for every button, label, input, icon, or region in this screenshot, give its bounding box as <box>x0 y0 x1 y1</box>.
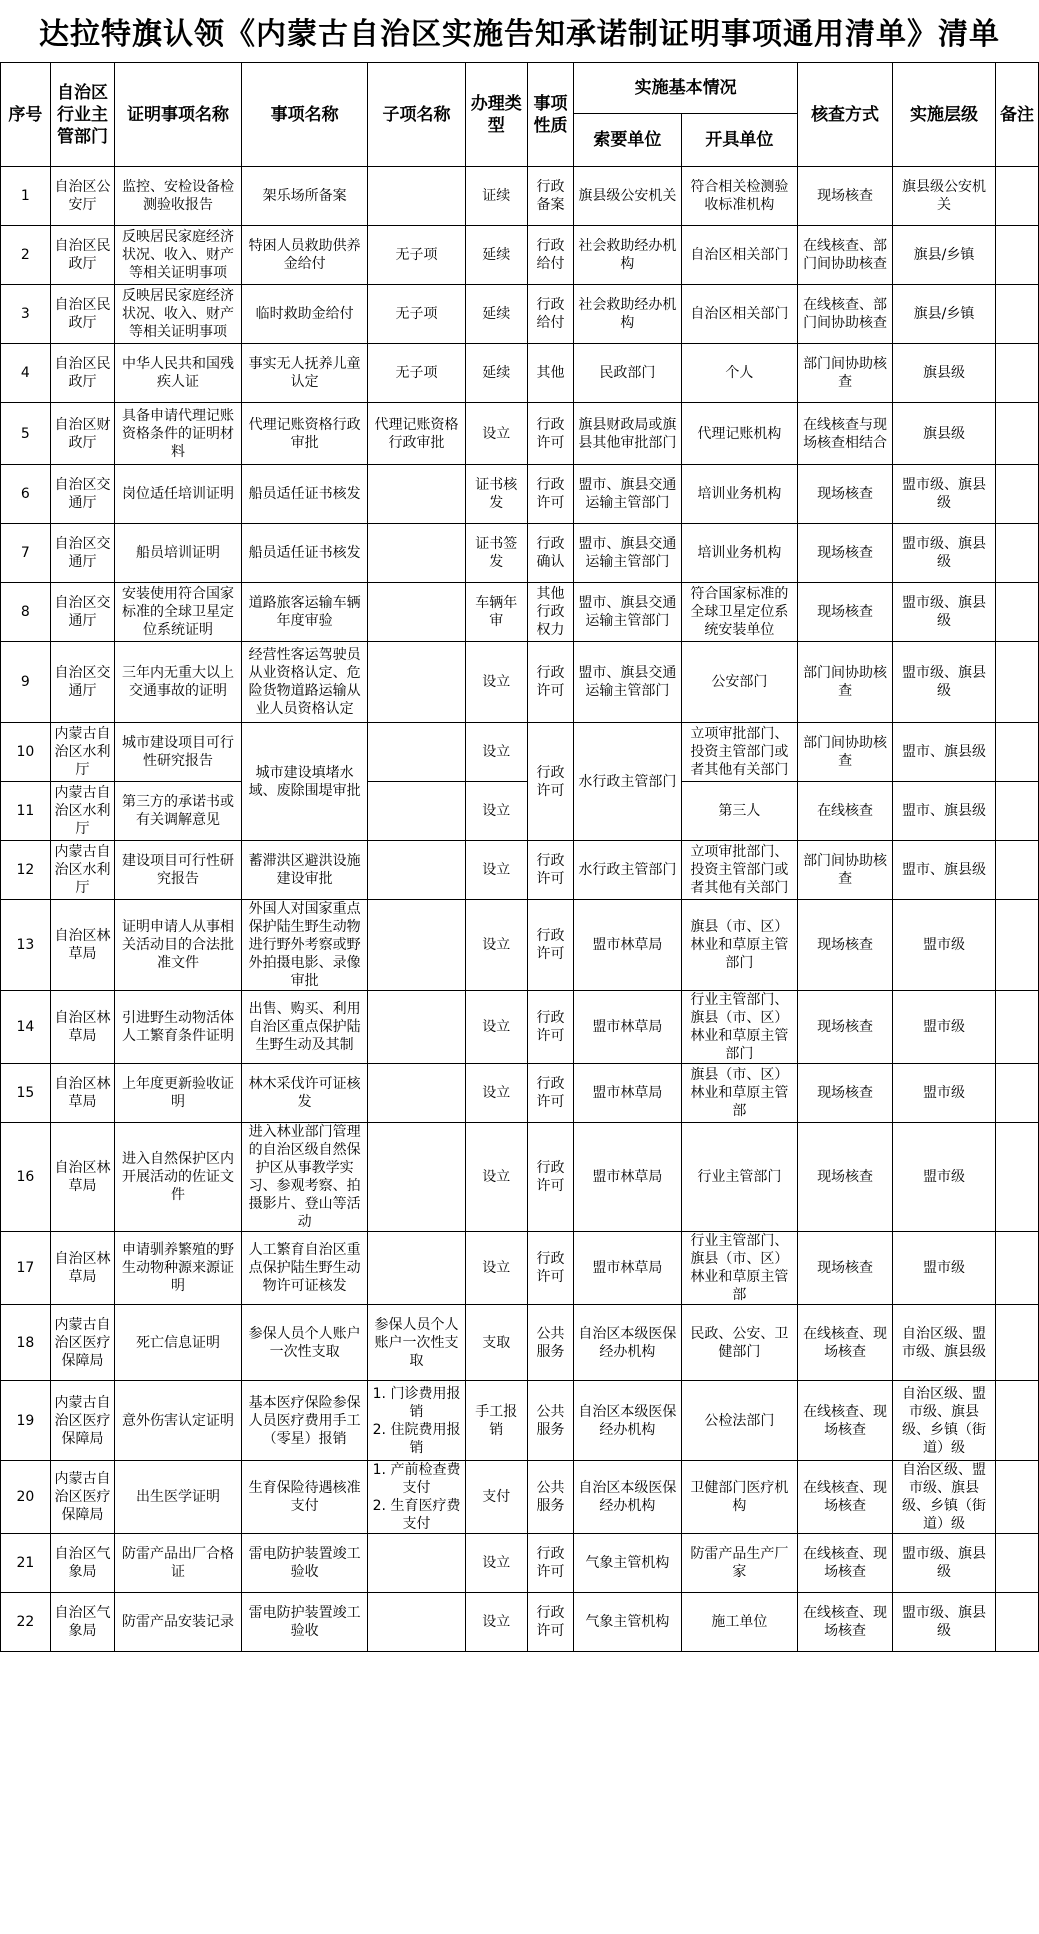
cell-dept: 自治区交通厅 <box>50 583 114 642</box>
cell-nature: 行政许可 <box>527 1232 573 1305</box>
cell-sub <box>368 841 465 900</box>
cell-seq: 15 <box>1 1064 51 1123</box>
table-row <box>1 1305 1039 1381</box>
cell-level: 盟市级 <box>893 1064 996 1123</box>
cell-req: 盟市林草局 <box>574 1123 681 1232</box>
cell-dept: 自治区民政厅 <box>50 226 114 285</box>
cell-dept: 自治区民政厅 <box>50 285 114 344</box>
cell-level: 盟市级、旗县级 <box>893 642 996 723</box>
cell-sub <box>368 1534 465 1593</box>
cell-req: 自治区本级医保经办机构 <box>574 1305 681 1381</box>
cell-note <box>995 583 1038 642</box>
cell-proof: 城市建设项目可行性研究报告 <box>115 723 242 782</box>
cell-verify: 在线核查、现场核查 <box>798 1534 893 1593</box>
cell-level: 自治区级、盟市级、旗县级、乡镇（街道）级 <box>893 1461 996 1534</box>
cell-type: 支取 <box>465 1305 527 1381</box>
cell-proof: 意外伤害认定证明 <box>115 1381 242 1461</box>
cell-req: 盟市、旗县交通运输主管部门 <box>574 524 681 583</box>
table-row <box>1 900 1039 991</box>
cell-dept: 自治区气象局 <box>50 1593 114 1652</box>
cell-dept: 自治区交通厅 <box>50 642 114 723</box>
cell-seq: 1 <box>1 167 51 226</box>
cell-sub: 无子项 <box>368 226 465 285</box>
cell-item: 外国人对国家重点保护陆生野生动物进行野外考察或野外拍摄电影、录像审批 <box>241 900 368 991</box>
cell-type: 证续 <box>465 167 527 226</box>
cell-verify: 现场核查 <box>798 465 893 524</box>
cell-proof: 岗位适任培训证明 <box>115 465 242 524</box>
cell-level: 旗县/乡镇 <box>893 226 996 285</box>
cell-note <box>995 841 1038 900</box>
cell-nature: 行政许可 <box>527 1534 573 1593</box>
cell-level: 盟市级 <box>893 900 996 991</box>
header-issue: 开具单位 <box>681 114 797 167</box>
table-row <box>1 642 1039 723</box>
cell-sub <box>368 723 465 782</box>
cell-note <box>995 1123 1038 1232</box>
cell-sub: 1. 产前检查费支付 2. 生育医疗费支付 <box>368 1461 465 1534</box>
cell-item: 基本医疗保险参保人员医疗费用手工（零星）报销 <box>241 1381 368 1461</box>
cell-type: 延续 <box>465 344 527 403</box>
cell-req: 社会救助经办机构 <box>574 285 681 344</box>
table-row <box>1 285 1039 344</box>
cell-type: 设立 <box>465 1123 527 1232</box>
cell-nature: 行政许可 <box>527 841 573 900</box>
cell-issue: 民政、公安、卫健部门 <box>681 1305 797 1381</box>
header-seq: 序号 <box>1 63 51 167</box>
table-row <box>1 403 1039 465</box>
cell-sub <box>368 167 465 226</box>
table-row <box>1 1381 1039 1461</box>
cell-dept: 自治区公安厅 <box>50 167 114 226</box>
cell-item: 进入林业部门管理的自治区级自然保护区从事教学实习、参观考察、拍摄影片、登山等活动 <box>241 1123 368 1232</box>
cell-seq: 14 <box>1 991 51 1064</box>
cell-issue: 培训业务机构 <box>681 524 797 583</box>
cell-verify: 部门间协助核查 <box>798 723 893 782</box>
header-verify: 核查方式 <box>798 63 893 167</box>
table-row <box>1 841 1039 900</box>
header-proof: 证明事项名称 <box>115 63 242 167</box>
table-row <box>1 1123 1039 1232</box>
cell-type: 设立 <box>465 1064 527 1123</box>
table-row <box>1 782 1039 841</box>
cell-verify: 在线核查、现场核查 <box>798 1593 893 1652</box>
cell-seq: 2 <box>1 226 51 285</box>
cell-issue: 立项审批部门、投资主管部门或者其他有关部门 <box>681 841 797 900</box>
cell-issue: 行业主管部门 <box>681 1123 797 1232</box>
cell-verify: 在线核查、部门间协助核查 <box>798 285 893 344</box>
cell-req: 盟市林草局 <box>574 1064 681 1123</box>
cell-sub: 无子项 <box>368 285 465 344</box>
header-dept: 自治区行业主管部门 <box>50 63 114 167</box>
cell-verify: 在线核查 <box>798 782 893 841</box>
cell-verify: 在线核查、部门间协助核查 <box>798 226 893 285</box>
cell-note <box>995 642 1038 723</box>
cell-verify: 在线核查、现场核查 <box>798 1305 893 1381</box>
cell-issue: 公检法部门 <box>681 1381 797 1461</box>
cell-sub <box>368 782 465 841</box>
cell-level: 盟市级 <box>893 1123 996 1232</box>
cell-sub <box>368 642 465 723</box>
table-row <box>1 723 1039 782</box>
cell-req: 盟市林草局 <box>574 991 681 1064</box>
cell-verify: 在线核查、现场核查 <box>798 1461 893 1534</box>
cell-type: 设立 <box>465 642 527 723</box>
cell-item: 事实无人抚养儿童认定 <box>241 344 368 403</box>
cell-verify: 现场核查 <box>798 900 893 991</box>
cell-verify: 现场核查 <box>798 524 893 583</box>
cell-note <box>995 1593 1038 1652</box>
cell-sub <box>368 465 465 524</box>
cell-seq: 13 <box>1 900 51 991</box>
cell-item: 人工繁育自治区重点保护陆生野生动物许可证核发 <box>241 1232 368 1305</box>
table-row <box>1 1232 1039 1305</box>
cell-dept: 内蒙古自治区医疗保障局 <box>50 1305 114 1381</box>
cell-seq: 10 <box>1 723 51 782</box>
cell-type: 设立 <box>465 900 527 991</box>
cell-dept: 自治区交通厅 <box>50 524 114 583</box>
cell-level: 自治区级、盟市级、旗县级 <box>893 1305 996 1381</box>
cell-type: 证书签发 <box>465 524 527 583</box>
header-type: 办理类型 <box>465 63 527 167</box>
cell-proof: 三年内无重大以上交通事故的证明 <box>115 642 242 723</box>
cell-req: 社会救助经办机构 <box>574 226 681 285</box>
cell-proof: 具备申请代理记账资格条件的证明材料 <box>115 403 242 465</box>
cell-item: 船员适任证书核发 <box>241 465 368 524</box>
cell-type: 设立 <box>465 991 527 1064</box>
cell-sub <box>368 1123 465 1232</box>
table-row <box>1 1593 1039 1652</box>
cell-sub <box>368 900 465 991</box>
cell-seq: 17 <box>1 1232 51 1305</box>
cell-nature: 公共服务 <box>527 1461 573 1534</box>
cell-issue: 行业主管部门、旗县（市、区）林业和草原主管部 <box>681 1232 797 1305</box>
cell-proof: 上年度更新验收证明 <box>115 1064 242 1123</box>
cell-nature: 行政确认 <box>527 524 573 583</box>
cell-seq: 22 <box>1 1593 51 1652</box>
cell-sub <box>368 991 465 1064</box>
cell-verify: 现场核查 <box>798 1232 893 1305</box>
cell-issue: 旗县（市、区）林业和草原主管部 <box>681 1064 797 1123</box>
cell-issue: 符合国家标准的全球卫星定位系统安装单位 <box>681 583 797 642</box>
cell-dept: 自治区交通厅 <box>50 465 114 524</box>
cell-dept: 内蒙古自治区水利厅 <box>50 841 114 900</box>
page-title: 达拉特旗认领《内蒙古自治区实施告知承诺制证明事项通用清单》清单 <box>39 17 1000 52</box>
cell-nature: 行政许可 <box>527 403 573 465</box>
cell-proof: 反映居民家庭经济状况、收入、财产等相关证明事项 <box>115 226 242 285</box>
cell-item: 城市建设填堵水域、废除围堤审批 <box>241 723 368 841</box>
cell-dept: 自治区气象局 <box>50 1534 114 1593</box>
cell-nature: 其他 <box>527 344 573 403</box>
cell-sub <box>368 1232 465 1305</box>
cell-note <box>995 900 1038 991</box>
cell-note <box>995 1305 1038 1381</box>
cell-proof: 建设项目可行性研究报告 <box>115 841 242 900</box>
cell-seq: 20 <box>1 1461 51 1534</box>
cell-req: 民政部门 <box>574 344 681 403</box>
cell-proof: 进入自然保护区内开展活动的佐证文件 <box>115 1123 242 1232</box>
cell-verify: 部门间协助核查 <box>798 841 893 900</box>
header-impl: 实施基本情况 <box>574 63 798 114</box>
cell-level: 盟市级、旗县级 <box>893 524 996 583</box>
cell-req: 盟市、旗县交通运输主管部门 <box>574 465 681 524</box>
cell-note <box>995 285 1038 344</box>
cell-dept: 自治区林草局 <box>50 1064 114 1123</box>
cell-verify: 现场核查 <box>798 991 893 1064</box>
cell-issue: 立项审批部门、投资主管部门或者其他有关部门 <box>681 723 797 782</box>
cell-note <box>995 167 1038 226</box>
cell-seq: 3 <box>1 285 51 344</box>
table-row <box>1 524 1039 583</box>
cell-note <box>995 991 1038 1064</box>
cell-seq: 7 <box>1 524 51 583</box>
cell-sub: 代理记账资格行政审批 <box>368 403 465 465</box>
cell-note <box>995 1064 1038 1123</box>
cell-note <box>995 226 1038 285</box>
cell-nature: 行政许可 <box>527 991 573 1064</box>
cell-proof: 防雷产品出厂合格证 <box>115 1534 242 1593</box>
cell-nature: 行政给付 <box>527 285 573 344</box>
cell-type: 支付 <box>465 1461 527 1534</box>
cell-req: 盟市林草局 <box>574 1232 681 1305</box>
cell-item: 代理记账资格行政审批 <box>241 403 368 465</box>
cell-dept: 内蒙古自治区医疗保障局 <box>50 1381 114 1461</box>
cell-item: 雷电防护装置竣工验收 <box>241 1534 368 1593</box>
cell-note <box>995 1381 1038 1461</box>
table-row <box>1 1534 1039 1593</box>
cell-item: 生育保险待遇核准支付 <box>241 1461 368 1534</box>
cell-dept: 内蒙古自治区水利厅 <box>50 782 114 841</box>
cell-sub <box>368 1064 465 1123</box>
cell-note <box>995 1461 1038 1534</box>
cell-note <box>995 1232 1038 1305</box>
cell-proof: 申请驯养繁殖的野生动物种源来源证明 <box>115 1232 242 1305</box>
cell-item: 道路旅客运输车辆年度审验 <box>241 583 368 642</box>
cell-issue: 自治区相关部门 <box>681 226 797 285</box>
cell-req: 水行政主管部门 <box>574 723 681 841</box>
cell-sub: 1. 门诊费用报销 2. 住院费用报销 <box>368 1381 465 1461</box>
cell-item: 林木采伐许可证核发 <box>241 1064 368 1123</box>
header-req: 索要单位 <box>574 114 681 167</box>
cell-nature: 行政许可 <box>527 900 573 991</box>
cell-seq: 21 <box>1 1534 51 1593</box>
cell-proof: 死亡信息证明 <box>115 1305 242 1381</box>
cell-issue: 行业主管部门、旗县（市、区）林业和草原主管部门 <box>681 991 797 1064</box>
cell-seq: 16 <box>1 1123 51 1232</box>
cell-proof: 出生医学证明 <box>115 1461 242 1534</box>
cell-req: 气象主管机构 <box>574 1534 681 1593</box>
cell-nature: 行政给付 <box>527 226 573 285</box>
cell-proof: 中华人民共和国残疾人证 <box>115 344 242 403</box>
cell-sub: 参保人员个人账户一次性支取 <box>368 1305 465 1381</box>
cell-sub <box>368 524 465 583</box>
cell-dept: 自治区林草局 <box>50 900 114 991</box>
cell-nature: 行政许可 <box>527 1593 573 1652</box>
cell-dept: 自治区林草局 <box>50 1232 114 1305</box>
header-item: 事项名称 <box>241 63 368 167</box>
cell-req: 自治区本级医保经办机构 <box>574 1381 681 1461</box>
header-subitem: 子项名称 <box>368 63 465 167</box>
cell-type: 设立 <box>465 1593 527 1652</box>
cell-type: 车辆年审 <box>465 583 527 642</box>
cell-note <box>995 465 1038 524</box>
cell-verify: 部门间协助核查 <box>798 344 893 403</box>
cell-seq: 8 <box>1 583 51 642</box>
table-row <box>1 991 1039 1064</box>
cell-level: 盟市、旗县级 <box>893 841 996 900</box>
cell-type: 设立 <box>465 782 527 841</box>
cell-seq: 11 <box>1 782 51 841</box>
cell-proof: 船员培训证明 <box>115 524 242 583</box>
cell-proof: 防雷产品安装记录 <box>115 1593 242 1652</box>
cell-nature: 行政许可 <box>527 1123 573 1232</box>
cell-item: 船员适任证书核发 <box>241 524 368 583</box>
cell-req: 盟市林草局 <box>574 900 681 991</box>
cell-type: 设立 <box>465 1232 527 1305</box>
cell-nature: 行政许可 <box>527 1064 573 1123</box>
cell-note <box>995 403 1038 465</box>
cell-level: 盟市级、旗县级 <box>893 583 996 642</box>
cell-level: 盟市级 <box>893 1232 996 1305</box>
cell-proof: 安装使用符合国家标准的全球卫星定位系统证明 <box>115 583 242 642</box>
cell-level: 旗县/乡镇 <box>893 285 996 344</box>
cell-req: 水行政主管部门 <box>574 841 681 900</box>
cell-proof: 引进野生动物活体人工繁育条件证明 <box>115 991 242 1064</box>
cell-level: 旗县级 <box>893 344 996 403</box>
cell-sub <box>368 1593 465 1652</box>
cell-nature: 公共服务 <box>527 1305 573 1381</box>
cell-req: 盟市、旗县交通运输主管部门 <box>574 642 681 723</box>
cell-item: 出售、购买、利用自治区重点保护陆生野生动及其制 <box>241 991 368 1064</box>
cell-dept: 自治区民政厅 <box>50 344 114 403</box>
cell-level: 盟市、旗县级 <box>893 723 996 782</box>
cell-type: 延续 <box>465 285 527 344</box>
cell-seq: 12 <box>1 841 51 900</box>
table-row <box>1 583 1039 642</box>
cell-verify: 在线核查、现场核查 <box>798 1381 893 1461</box>
cell-nature: 其他行政权力 <box>527 583 573 642</box>
cell-seq: 18 <box>1 1305 51 1381</box>
cell-proof: 反映居民家庭经济状况、收入、财产等相关证明事项 <box>115 285 242 344</box>
cell-nature: 行政许可 <box>527 465 573 524</box>
header-note: 备注 <box>995 63 1038 167</box>
cell-nature: 行政备案 <box>527 167 573 226</box>
cell-req: 气象主管机构 <box>574 1593 681 1652</box>
cell-type: 设立 <box>465 841 527 900</box>
cell-verify: 在线核查与现场核查相结合 <box>798 403 893 465</box>
cell-type: 证书核发 <box>465 465 527 524</box>
cell-issue: 施工单位 <box>681 1593 797 1652</box>
cell-dept: 内蒙古自治区水利厅 <box>50 723 114 782</box>
table-row <box>1 167 1039 226</box>
cell-seq: 5 <box>1 403 51 465</box>
cell-item: 特困人员救助供养金给付 <box>241 226 368 285</box>
cell-issue: 代理记账机构 <box>681 403 797 465</box>
cell-level: 盟市级、旗县级 <box>893 465 996 524</box>
cell-verify: 现场核查 <box>798 1064 893 1123</box>
table-row <box>1 1461 1039 1534</box>
cell-proof: 监控、安检设备检测验收报告 <box>115 167 242 226</box>
cell-nature: 行政许可 <box>527 723 573 841</box>
cell-dept: 内蒙古自治区医疗保障局 <box>50 1461 114 1534</box>
cell-item: 经营性客运驾驶员从业资格认定、危险货物道路运输从业人员资格认定 <box>241 642 368 723</box>
table-row <box>1 1064 1039 1123</box>
table-body <box>1 167 1039 1652</box>
table-row <box>1 344 1039 403</box>
cell-issue: 卫健部门医疗机构 <box>681 1461 797 1534</box>
cell-seq: 6 <box>1 465 51 524</box>
cell-nature: 行政许可 <box>527 642 573 723</box>
cell-req: 旗县财政局或旗县其他审批部门 <box>574 403 681 465</box>
cell-note <box>995 344 1038 403</box>
cell-issue: 防雷产品生产厂家 <box>681 1534 797 1593</box>
cell-verify: 部门间协助核查 <box>798 642 893 723</box>
cell-issue: 个人 <box>681 344 797 403</box>
cell-req: 自治区本级医保经办机构 <box>574 1461 681 1534</box>
cell-proof: 第三方的承诺书或有关调解意见 <box>115 782 242 841</box>
cell-seq: 4 <box>1 344 51 403</box>
cell-item: 蓄滞洪区避洪设施建设审批 <box>241 841 368 900</box>
cell-item: 临时救助金给付 <box>241 285 368 344</box>
cell-proof: 证明申请人从事相关活动目的合法批准文件 <box>115 900 242 991</box>
cell-req: 盟市、旗县交通运输主管部门 <box>574 583 681 642</box>
cell-level: 旗县级 <box>893 403 996 465</box>
cell-dept: 自治区林草局 <box>50 1123 114 1232</box>
cell-item: 架乐场所备案 <box>241 167 368 226</box>
cell-level: 盟市、旗县级 <box>893 782 996 841</box>
cell-issue: 培训业务机构 <box>681 465 797 524</box>
cell-dept: 自治区林草局 <box>50 991 114 1064</box>
cell-item: 雷电防护装置竣工验收 <box>241 1593 368 1652</box>
cell-type: 手工报销 <box>465 1381 527 1461</box>
cell-note <box>995 782 1038 841</box>
table-row <box>1 226 1039 285</box>
cell-level: 自治区级、盟市级、旗县级、乡镇（街道）级 <box>893 1381 996 1461</box>
header-nature: 事项性质 <box>527 63 573 167</box>
cell-type: 设立 <box>465 723 527 782</box>
cell-verify: 现场核查 <box>798 1123 893 1232</box>
cell-nature: 公共服务 <box>527 1381 573 1461</box>
cell-issue: 符合相关检测验收标准机构 <box>681 167 797 226</box>
cell-type: 延续 <box>465 226 527 285</box>
cell-level: 盟市级、旗县级 <box>893 1534 996 1593</box>
cell-issue: 旗县（市、区）林业和草原主管部门 <box>681 900 797 991</box>
cell-sub: 无子项 <box>368 344 465 403</box>
cell-issue: 公安部门 <box>681 642 797 723</box>
cell-type: 设立 <box>465 1534 527 1593</box>
cell-verify: 现场核查 <box>798 167 893 226</box>
item-list-table <box>0 62 1039 1652</box>
cell-issue: 第三人 <box>681 782 797 841</box>
cell-seq: 9 <box>1 642 51 723</box>
cell-verify: 现场核查 <box>798 583 893 642</box>
cell-level: 旗县级公安机关 <box>893 167 996 226</box>
cell-note <box>995 723 1038 782</box>
cell-item: 参保人员个人账户一次性支取 <box>241 1305 368 1381</box>
cell-note <box>995 1534 1038 1593</box>
cell-level: 盟市级、旗县级 <box>893 1593 996 1652</box>
cell-sub <box>368 583 465 642</box>
table-row <box>1 465 1039 524</box>
cell-seq: 19 <box>1 1381 51 1461</box>
header-level: 实施层级 <box>893 63 996 167</box>
cell-dept: 自治区财政厅 <box>50 403 114 465</box>
cell-issue: 自治区相关部门 <box>681 285 797 344</box>
cell-level: 盟市级 <box>893 991 996 1064</box>
cell-req: 旗县级公安机关 <box>574 167 681 226</box>
cell-note <box>995 524 1038 583</box>
cell-type: 设立 <box>465 403 527 465</box>
